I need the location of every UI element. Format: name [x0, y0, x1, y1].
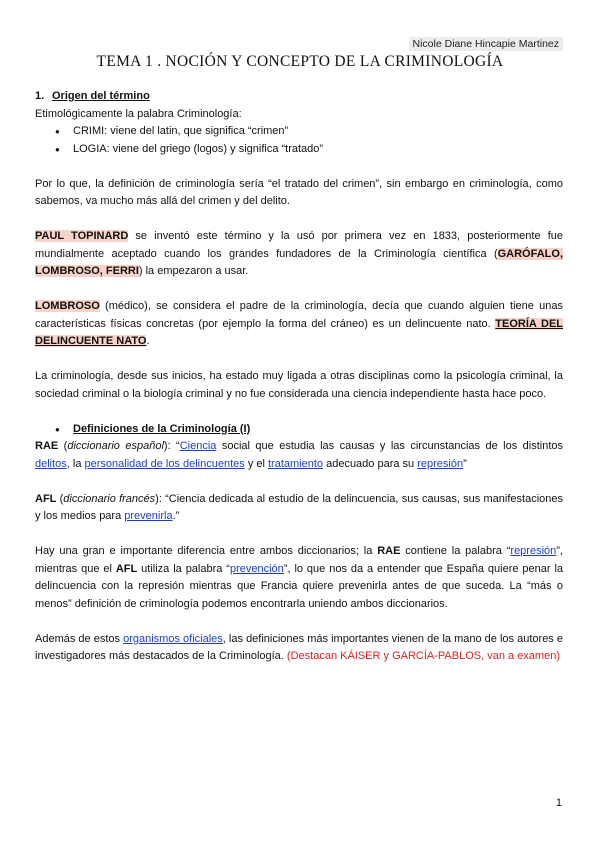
- paragraph-afl: [35, 491, 563, 526]
- text: (: [58, 440, 68, 452]
- text: contiene la palabra “: [400, 545, 511, 557]
- link-ciencia[interactable]: Ciencia: [179, 440, 217, 452]
- rae-label: RAE: [377, 545, 401, 557]
- page-title: TEMA 1 . NOCIÓN Y CONCEPTO DE LA CRIMINOLOGÍA: [96, 53, 504, 70]
- link-personalidad[interactable]: personalidad de los delincuentes: [84, 457, 245, 470]
- paragraph-authors: [35, 631, 563, 666]
- paragraph-lombroso: [35, 298, 563, 351]
- text: .”: [172, 510, 180, 522]
- text: social que estudia las causas y las circunstancias de los distintos: [216, 440, 563, 452]
- exam-note: (Destacan KÁISER y GARCÍA-PABLOS, van a examen): [286, 650, 560, 662]
- link-tratamiento[interactable]: tratamiento: [268, 457, 324, 470]
- list-item: ● LOGIA: viene del griego (logos) y significa “tratado”: [35, 141, 563, 159]
- text: .: [146, 335, 150, 347]
- page-number: 1: [555, 797, 562, 809]
- section-heading-text: Origen del término: [52, 90, 150, 102]
- list-item: ● CRIMI: viene del latin, que significa “crimen”: [35, 123, 563, 141]
- text: ”, mientras que el: [35, 545, 563, 575]
- text: se inventó este término y la usó por primera vez en 1833, posteriormente fue mundialmente aceptado cuando los grandes fundadores de la Criminología científica (: [35, 230, 563, 260]
- paragraph-definition: Por lo que, la definición de criminología sería “el tratado del crimen”, sin embargo en criminología, como sabemos, va mucho más allá del crimen y del delito.: [35, 177, 563, 207]
- text: ): “: [163, 440, 180, 452]
- link-represion[interactable]: represión: [510, 545, 557, 557]
- text: (: [56, 492, 64, 505]
- section-number: 1.: [35, 90, 45, 102]
- highlight-theory: TEORÍA DEL DELINCUENTE NATO: [35, 317, 563, 347]
- highlight-topinard: PAUL TOPINARD: [35, 230, 129, 242]
- text: utiliza la palabra “: [137, 562, 230, 575]
- paragraph-comparison: [35, 543, 563, 613]
- etymology-list: [35, 123, 563, 158]
- text: y el: [244, 457, 268, 470]
- definitions-heading-text: Definiciones de la Criminología (I): [73, 422, 251, 435]
- document-body: [35, 88, 563, 666]
- afl-label: AFL: [115, 562, 138, 575]
- rae-source: diccionario español: [67, 440, 164, 452]
- afl-label: AFL: [35, 492, 57, 505]
- text: ) la empezaron a usar.: [138, 265, 249, 277]
- rae-label: RAE: [35, 440, 59, 452]
- text: adecuado para su: [323, 457, 418, 470]
- afl-source: diccionario francés: [63, 492, 156, 505]
- definitions-heading: [35, 421, 563, 439]
- text: (médico), se considera el padre de la criminología, decía que cuando alguien tiene unas características físicas concretas (por ejemplo la forma del cráneo) es un delincuente nato.: [35, 300, 563, 330]
- text: Hay una gran e importante diferencia entre ambos diccionarios; la: [35, 545, 378, 557]
- author-tag: Nicole Diane Hincapie Martinez: [409, 37, 563, 51]
- etymology-intro: Etimológicamente la palabra Criminología:: [35, 107, 242, 120]
- link-organismos[interactable]: organismos oficiales: [123, 632, 223, 645]
- text: ): “Ciencia dedicada al estudio de la delincuencia, sus causas, sus manifestaciones y los medios para: [35, 492, 563, 522]
- text: Además de estos: [35, 632, 124, 645]
- link-represion[interactable]: represión: [417, 457, 464, 470]
- link-prevenirla[interactable]: prevenirla: [124, 510, 173, 522]
- section-heading: [35, 88, 563, 106]
- text: ”, lo que nos da a entender que España quiere penar la delincuencia con la represión mientras que Francia quiere prevenirla antes de que suceda. La “más o menos” definición de criminología podemos encontrarla uniendo ambos diccionarios.: [35, 562, 564, 610]
- text: , la: [66, 457, 85, 470]
- highlight-lombroso: LOMBROSO: [35, 300, 100, 312]
- text: , las definiciones más importantes vienen de la mano de los autores e investigadores más destacados de la Criminología.: [35, 632, 563, 662]
- text: ”: [463, 457, 467, 470]
- link-delitos[interactable]: delitos: [35, 457, 67, 470]
- link-prevencion[interactable]: prevención: [229, 562, 284, 575]
- paragraph-rae: [35, 438, 563, 473]
- paragraph-topinard: [35, 228, 563, 281]
- paragraph-disciplines: La criminología, desde sus inicios, ha estado muy ligada a otras disciplinas como la psicología criminal, la sociedad criminal o la biología criminal y no fue considerada una ciencia independiente hasta hace poco.: [35, 370, 563, 400]
- highlight-founders: GARÓFALO, LOMBROSO, FERRI: [35, 247, 563, 277]
